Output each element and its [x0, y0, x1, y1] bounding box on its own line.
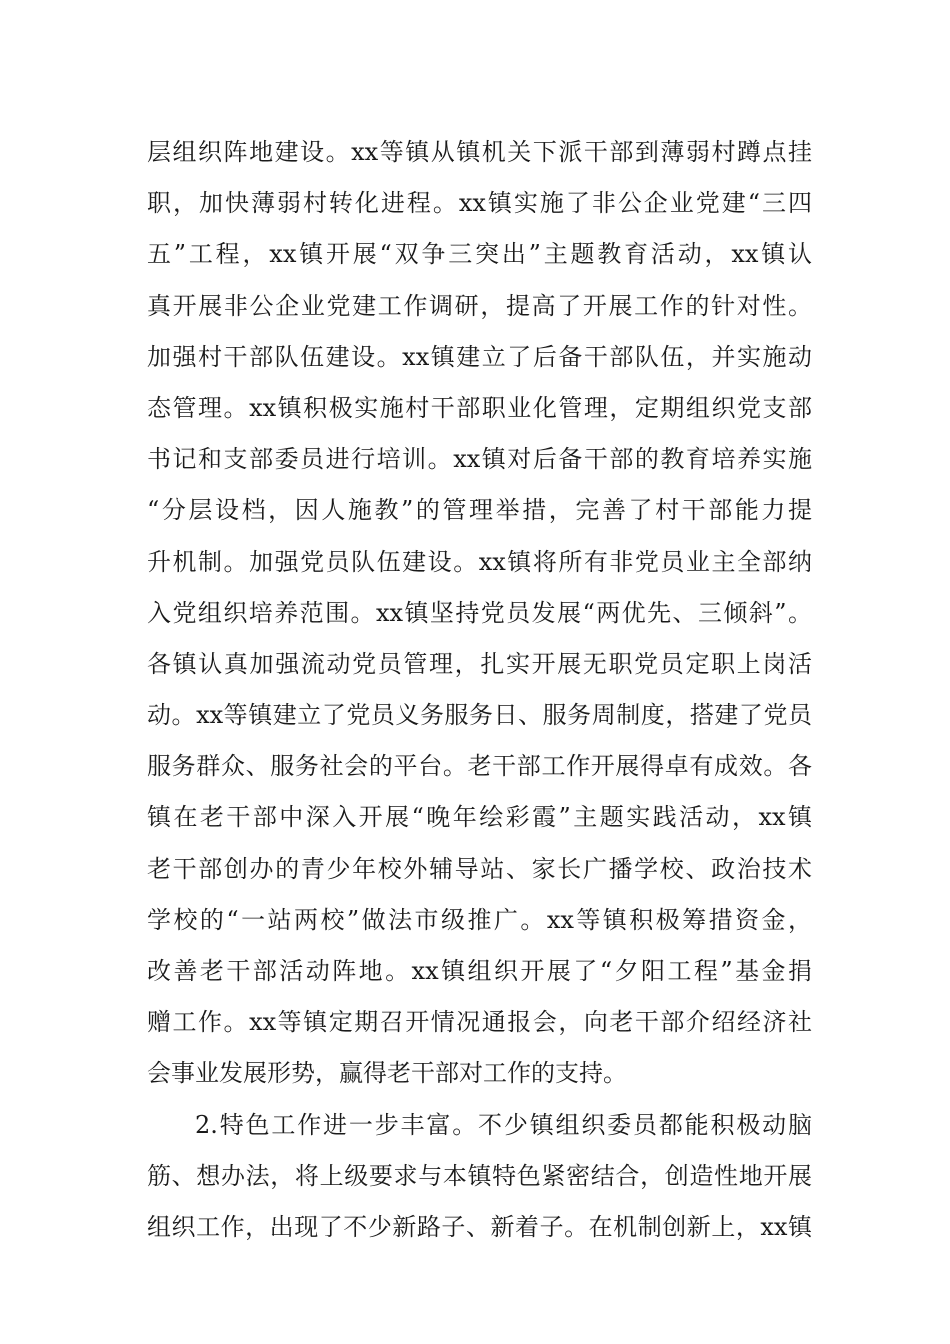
- text-line: 加强村干部队伍建设。xx镇建立了后备干部队伍，并实施动: [147, 342, 812, 371]
- text-line: 真开展非公企业党建工作调研，提高了开展工作的针对性。: [147, 291, 812, 320]
- text-line: 老干部创办的青少年校外辅导站、家长广播学校、政治技术: [147, 854, 812, 883]
- text-line: 层组织阵地建设。xx等镇从镇机关下派干部到薄弱村蹲点挂: [147, 138, 812, 166]
- text-line: 入党组织培养范围。xx镇坚持党员发展“两优先、三倾斜”。: [147, 598, 812, 627]
- text-line: 升机制。加强党员队伍建设。xx镇将所有非党员业主全部纳: [147, 547, 812, 576]
- text-line: 组织工作，出现了不少新路子、新着子。在机制创新上，xx镇: [147, 1212, 812, 1241]
- paragraph-end-line: 会事业发展形势，赢得老干部对工作的支持。: [147, 1059, 627, 1088]
- text-line: 职，加快薄弱村转化进程。xx镇实施了非公企业党建“三四: [147, 189, 812, 218]
- text-line: 书记和支部委员进行培训。xx镇对后备干部的教育培养实施: [147, 445, 812, 474]
- text-line: 镇在老干部中深入开展“晚年绘彩霞”主题实践活动，xx镇: [147, 803, 812, 832]
- text-line: 筋、想办法，将上级要求与本镇特色紧密结合，创造性地开展: [147, 1161, 812, 1190]
- paragraph-start-line: 2.特色工作进一步丰富。不少镇组织委员都能积极动脑: [195, 1110, 812, 1139]
- text-line: 赠工作。xx等镇定期召开情况通报会，向老干部介绍经济社: [147, 1008, 812, 1037]
- text-line: 改善老干部活动阵地。xx镇组织开展了“夕阳工程”基金捐: [147, 957, 812, 985]
- text-line: “分层设档，因人施教”的管理举措，完善了村干部能力提: [147, 496, 812, 525]
- text-line: 动。xx等镇建立了党员义务服务日、服务周制度，搭建了党员: [147, 701, 812, 730]
- text-line: 学校的“一站两校”做法市级推广。xx等镇积极筹措资金，: [147, 905, 812, 934]
- text-line: 服务群众、服务社会的平台。老干部工作开展得卓有成效。各: [147, 752, 812, 781]
- text-line: 态管理。xx镇积极实施村干部职业化管理，定期组织党支部: [147, 393, 812, 422]
- body-text: [147, 127, 812, 1253]
- text-line: 各镇认真加强流动党员管理，扎实开展无职党员定职上岗活: [147, 649, 812, 678]
- text-line: 五”工程，xx镇开展“双争三突出”主题教育活动，xx镇认: [147, 240, 812, 269]
